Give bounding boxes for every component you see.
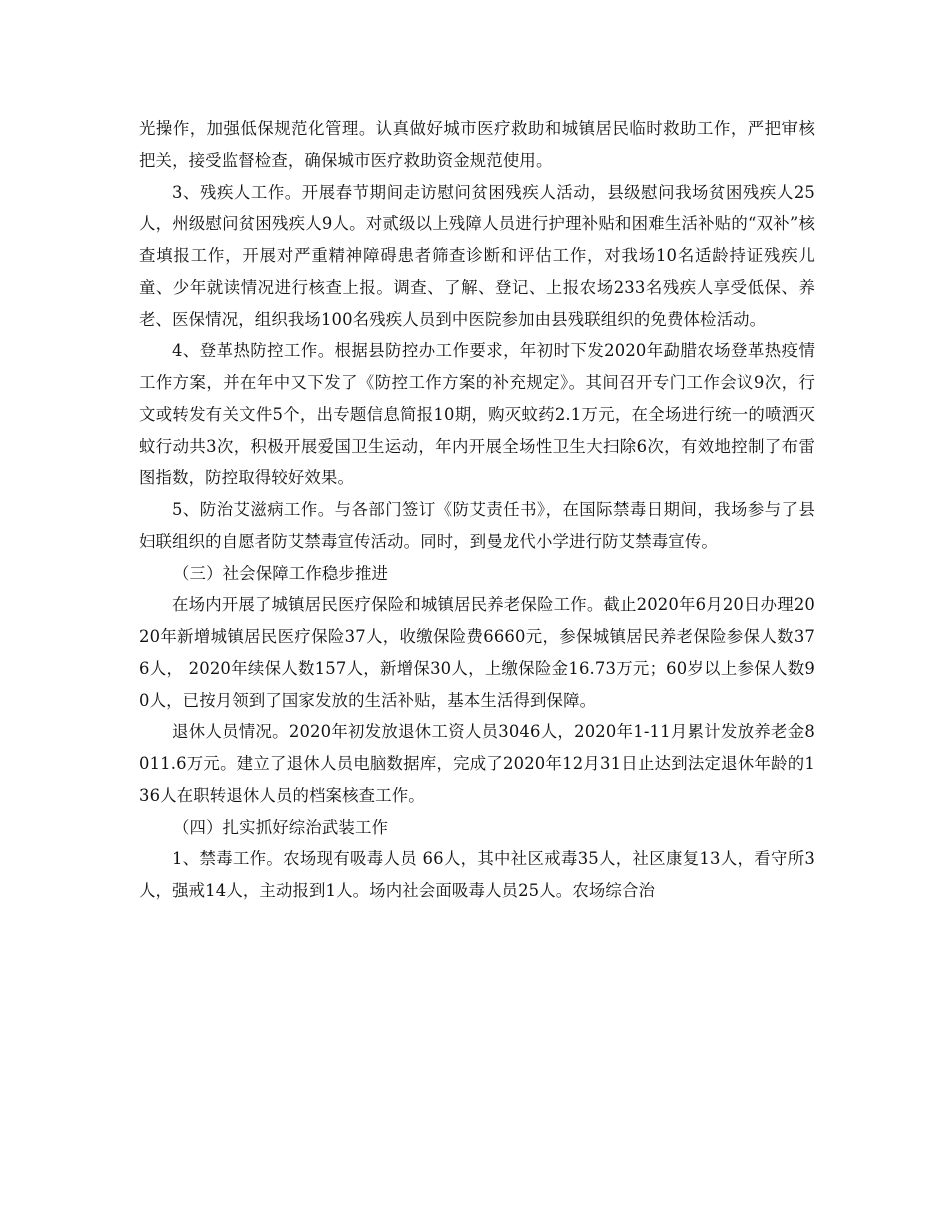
paragraph-drug-control: 1、禁毒工作。农场现有吸毒人员 66人，其中社区戒毒35人，社区康复13人，看守所3人，强戒14人，主动报到1人。场内社会面吸毒人员25人。农场综合治 <box>139 849 815 900</box>
section-heading-social-security: （三）社会保障工作稳步推进 <box>173 563 389 583</box>
paragraph-medical-aid: 光操作，加强低保规范化管理。认真做好城市医疗救助和城镇居民临时救助工作，严把审核把关，接受监督检查，确保城市医疗救助资金规范使用。 <box>139 119 815 170</box>
document-body <box>139 113 815 907</box>
paragraph-dengue-prevention: 4、登革热防控工作。根据县防控办工作要求，年初时下发2020年勐腊农场登革热疫情工作方案，并在年中又下发了《防控工作方案的补充规定》。其间召开专门工作会议9次，行文或转发有关文件5个，出专题信息简报10期，购灭蚊药2.1万元，在全场进行统一的喷洒灭蚊行动共3次，积极开展爱国卫生运动，年内开展全场性卫生大扫除6次，有效地控制了布雷图指数，防控取得较好效果。 <box>139 341 815 488</box>
paragraph-disabled-persons-work: 3、残疾人工作。开展春节期间走访慰问贫困残疾人活动，县级慰问我场贫困残疾人25人，州级慰问贫困残疾人9人。对贰级以上残障人员进行护理补贴和困难生活补贴的“双补”核查填报工作，开展对严重精神障碍患者筛查诊断和评估工作，对我场10名适龄持证残疾儿童、少年就读情况进行核查上报。调查、了解、登记、上报农场233名残疾人享受低保、养老、医保情况，组织我场100名残疾人员到中医院参加由县残联组织的免费体检活动。 <box>139 182 815 329</box>
paragraph-retirees: 退休人员情况。2020年初发放退休工资人员3046人，2020年1-11月累计发放养老金8011.6万元。建立了退休人员电脑数据库，完成了2020年12月31日止达到法定退休年龄的136人在职转退休人员的档案核查工作。 <box>139 722 815 805</box>
paragraph-social-insurance: 在场内开展了城镇居民医疗保险和城镇居民养老保险工作。截止2020年6月20日办理2020年新增城镇居民医疗保险37人，收缴保险费6660元，参保城镇居民养老保险参保人数376人， 2020年续保人数157人，新增保30人，上缴保险金16.73万元；60岁以上参保人数90人，已按月领到了国家发放的生活补贴，基本生活得到保障。 <box>139 595 815 710</box>
paragraph-aids-prevention: 5、防治艾滋病工作。与各部门签订《防艾责任书》，在国际禁毒日期间，我场参与了县妇联组织的自愿者防艾禁毒宣传活动。同时，到曼龙代小学进行防艾禁毒宣传。 <box>139 500 815 551</box>
section-heading-comprehensive-security: （四）扎实抓好综治武装工作 <box>173 817 389 837</box>
